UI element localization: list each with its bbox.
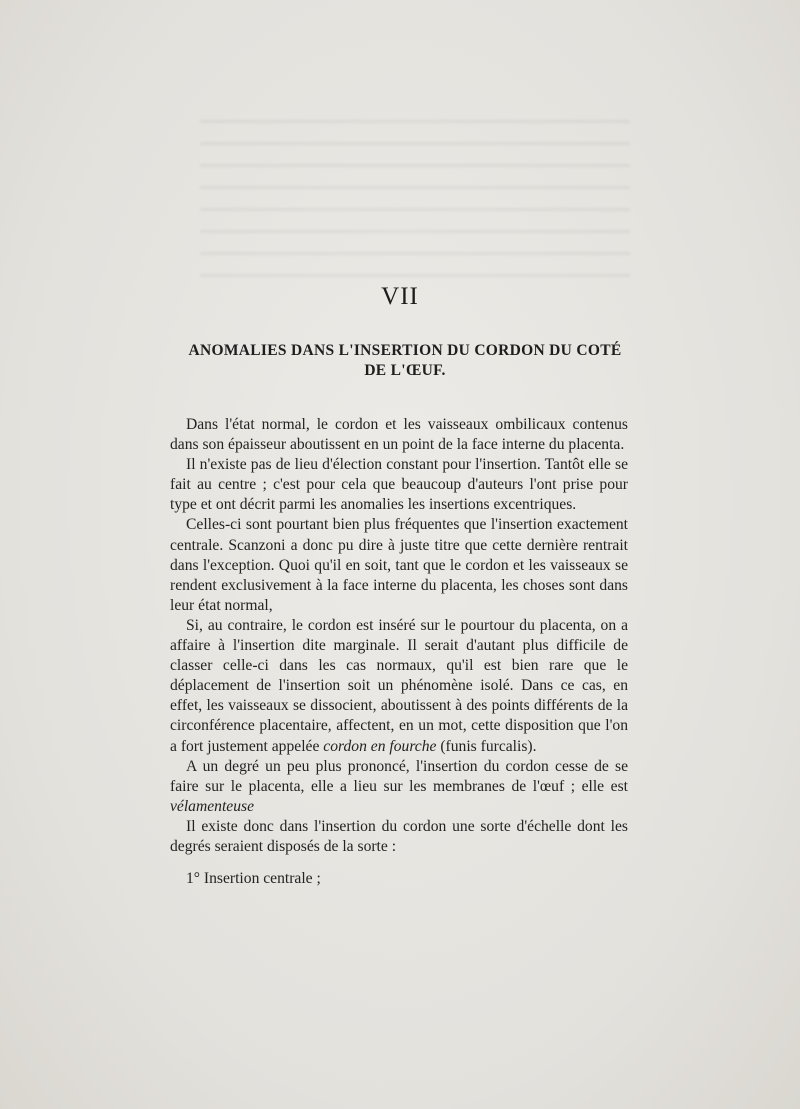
paragraph-2: Il n'existe pas de lieu d'élection constant pour l'insertion. Tantôt elle se fait au centre ; c'est pour cela que beaucoup d'auteurs l'ont prise pour type et ont décrit parmi les anomalies les insertions excentriques. [170,456,628,514]
paragraph-1: Dans l'état normal, le cordon et les vaisseaux ombilicaux contenus dans son épaisseur aboutissent en un point de la face interne du placenta. [170,416,628,454]
paragraph-3: Celles-ci sont pourtant bien plus fréquentes que l'insertion exactement centrale. Scanzoni a donc pu dire à juste titre que cette dernière rentrait dans l'exception. Quoi qu'il en soit, tant que le cordon et les vaisseaux se rendent exclusivement à la face interne du placenta, les choses sont dans leur état normal, [170,516,628,614]
body-text [170,415,628,889]
enumeration-item-1: 1° Insertion centrale ; [186,870,321,888]
italic-term-cordon-en-fourche: cordon en fourche [323,737,437,755]
paragraph-4-text: Si, au contraire, le cordon est inséré sur le pourtour du placenta, on a affaire à l'insertion dite marginale. Il serait d'autant plus difficile de classer celle-ci dans les cas normaux, qu'il est bien rare que le déplacement de l'insertion soit un phénomène isolé. Dans ce cas, en effet, les vaisseaux se dissocient, aboutissent à des points différents de la circonférence placentaire, affectent, en un mot, cette disposition que l'on a fort justement appelée [170,616,628,755]
paragraph-5 [170,757,628,817]
paragraph-5-text: A un degré un peu plus prononcé, l'insertion du cordon cesse de se faire sur le placenta, elle a lieu sur les membranes de l'œuf ; elle est [170,757,628,795]
chapter-title [175,341,635,381]
paragraph-6: Il existe donc dans l'insertion du cordon une sorte d'échelle dont les degrés seraient disposés de la sorte : [170,817,628,855]
chapter-title-line-1: ANOMALIES DANS L'INSERTION DU CORDON DU COTÉ [188,342,622,359]
paragraph-4-end: (funis furcalis). [440,737,537,755]
show-through-text [200,120,630,280]
italic-term-velamenteuse: vélamenteuse [170,797,254,815]
paragraph-4 [170,616,628,757]
chapter-title-line-2: DE L'ŒUF. [364,362,446,379]
chapter-number: VII [381,283,419,310]
